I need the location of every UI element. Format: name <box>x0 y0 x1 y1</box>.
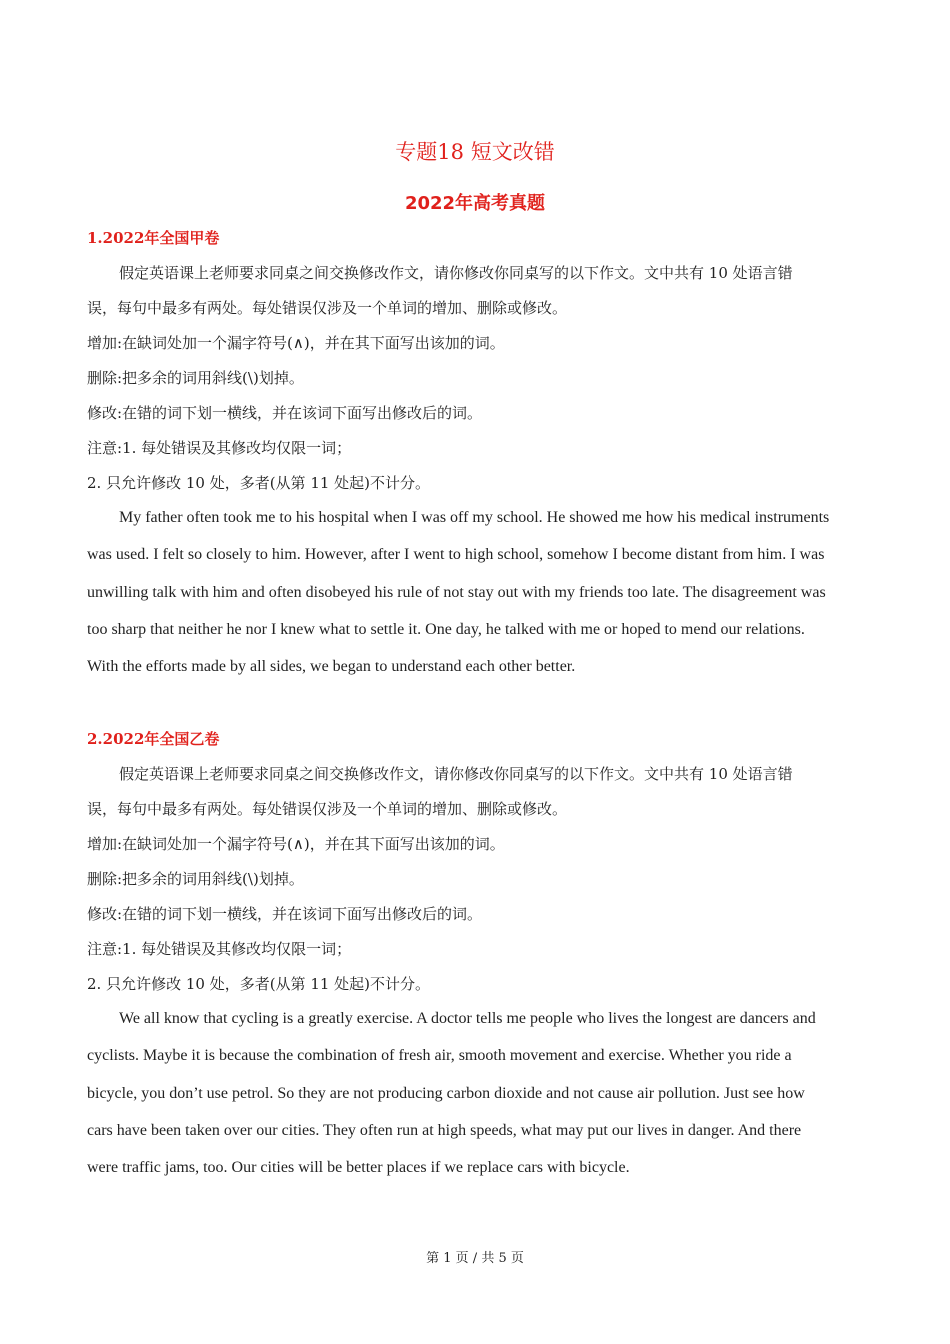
section-heading: 2.2022年全国乙卷 <box>87 730 220 748</box>
instruction-line: 增加:在缺词处加一个漏字符号(∧)，并在其下面写出该加的词。 <box>87 835 505 853</box>
instruction-line: 注意:1. 每处错误及其修改均仅限一词； <box>87 940 352 958</box>
passage-line: was used. I felt so closely to him. However, after I went to high school, somehow I become distant from him. I was <box>87 546 825 564</box>
instruction-line: 假定英语课上老师要求同桌之间交换修改作文，请你修改你同桌写的以下作文。文中共有 10 处语言错 <box>119 765 793 783</box>
passage-line: bicycle, you don’t use petrol. So they are not producing carbon dioxide and not cause air pollution. Just see how <box>87 1084 805 1102</box>
instruction-line: 修改:在错的词下划一横线，并在该词下面写出修改后的词。 <box>87 404 483 422</box>
instruction-line: 注意:1. 每处错误及其修改均仅限一词； <box>87 439 352 457</box>
instruction-line: 假定英语课上老师要求同桌之间交换修改作文，请你修改你同桌写的以下作文。文中共有 10 处语言错 <box>119 264 793 282</box>
instruction-line: 2. 只允许修改 10 处，多者(从第 11 处起)不计分。 <box>87 975 431 993</box>
section-heading: 1.2022年全国甲卷 <box>87 229 220 247</box>
instruction-line: 误，每句中最多有两处。每处错误仅涉及一个单词的增加、删除或修改。 <box>87 299 568 317</box>
instruction-line: 误，每句中最多有两处。每处错误仅涉及一个单词的增加、删除或修改。 <box>87 800 568 818</box>
section-2 <box>87 728 867 1194</box>
page-title: 专题18 短文改错 <box>395 140 555 164</box>
instruction-line: 删除:把多余的词用斜线(\)划掉。 <box>87 369 304 387</box>
instruction-line: 增加:在缺词处加一个漏字符号(∧)，并在其下面写出该加的词。 <box>87 334 505 352</box>
page-number: 第 1 页 / 共 5 页 <box>426 1251 524 1266</box>
passage-line: With the efforts made by all sides, we began to understand each other better. <box>87 658 576 676</box>
instruction-line: 修改:在错的词下划一横线，并在该词下面写出修改后的词。 <box>87 905 483 923</box>
section-1 <box>87 227 867 693</box>
passage-line: cars have been taken over our cities. They often run at high speeds, what may put our lives in danger. And there <box>87 1121 802 1139</box>
passage-line: unwilling talk with him and often disobeyed his rule of not stay out with my friends too late. The disagreement was <box>87 583 826 601</box>
instruction-line: 2. 只允许修改 10 处，多者(从第 11 处起)不计分。 <box>87 474 431 492</box>
passage-line: too sharp that neither he nor I knew what to settle it. One day, he talked with me or hoped to mend our relations. <box>87 620 805 638</box>
passage-line: were traffic jams, too. Our cities will be better places if we replace cars with bicycle. <box>87 1159 630 1177</box>
instruction-line: 删除:把多余的词用斜线(\)划掉。 <box>87 870 304 888</box>
passage-line: We all know that cycling is a greatly exercise. A doctor tells me people who lives the longest are dancers and <box>119 1010 816 1027</box>
page-subtitle: 2022年高考真题 <box>404 193 546 214</box>
passage-line: My father often took me to his hospital when I was off my school. He showed me how his medical instruments <box>119 509 830 526</box>
passage-line: cyclists. Maybe it is because the combination of fresh air, smooth movement and exercise. Whether you ride a <box>87 1047 792 1065</box>
